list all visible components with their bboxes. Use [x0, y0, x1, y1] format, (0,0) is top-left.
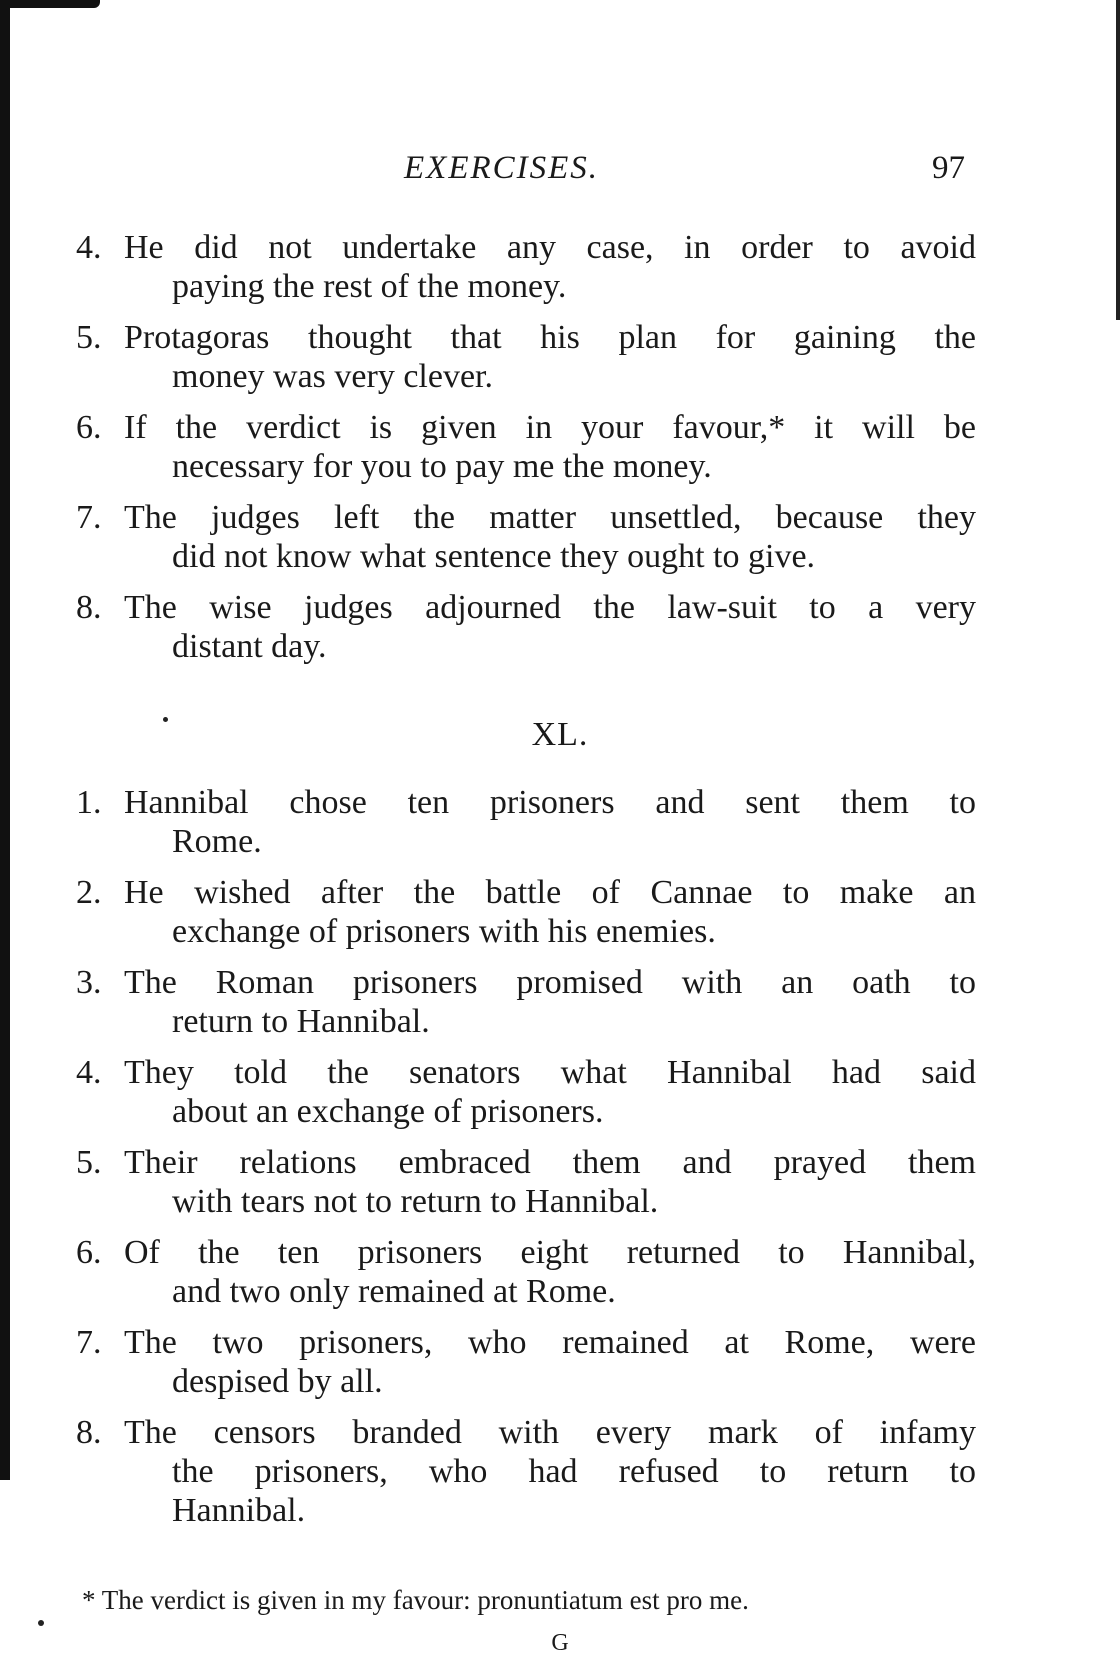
- exercise-line: about an exchange of prisoners.: [172, 1093, 604, 1130]
- exercise-line: Protagoras thought that his plan for gaining the: [124, 319, 976, 356]
- exercise-line: The wise judges adjourned the law-suit to a very: [124, 589, 976, 626]
- exercise-item: [76, 408, 976, 486]
- running-header: [0, 150, 1120, 190]
- exercise-line: Of the ten prisoners eight returned to Hannibal,: [124, 1234, 976, 1271]
- exercise-list-continued: [76, 228, 976, 678]
- ink-speck: [38, 1620, 44, 1626]
- scan-edge-top: [0, 0, 100, 8]
- exercise-item: [76, 783, 976, 861]
- exercise-line: He wished after the battle of Cannae to make an: [124, 874, 976, 911]
- section-heading: [0, 716, 1120, 754]
- exercise-line: money was very clever.: [172, 358, 493, 395]
- exercise-line: distant day.: [172, 628, 327, 665]
- exercise-line: The judges left the matter unsettled, because they: [124, 499, 976, 536]
- exercise-item: [76, 1143, 976, 1221]
- exercise-number: 5.: [76, 1144, 102, 1181]
- exercise-item: [76, 1053, 976, 1131]
- exercise-line: The two prisoners, who remained at Rome, were: [124, 1324, 976, 1361]
- exercise-line: The censors branded with every mark of infamy: [124, 1414, 976, 1451]
- exercise-item: [76, 963, 976, 1041]
- exercise-line: Hannibal chose ten prisoners and sent them to: [124, 784, 976, 821]
- exercise-item: [76, 318, 976, 396]
- exercise-number: 6.: [76, 1234, 102, 1271]
- exercise-item: [76, 588, 976, 666]
- exercise-line: Rome.: [172, 823, 262, 860]
- exercise-line: return to Hannibal.: [172, 1003, 430, 1040]
- exercise-number: 4.: [76, 229, 102, 266]
- exercise-line: and two only remained at Rome.: [172, 1273, 616, 1310]
- exercise-line: The Roman prisoners promised with an oath to: [124, 964, 976, 1001]
- exercise-number: 1.: [76, 784, 102, 821]
- exercise-number: 3.: [76, 964, 102, 1001]
- exercise-item: [76, 1413, 976, 1530]
- page-number: 97: [932, 150, 965, 186]
- exercise-number: 7.: [76, 499, 102, 536]
- exercise-item: [76, 1233, 976, 1311]
- exercise-list-section-xl: [76, 783, 976, 1542]
- exercise-number: 4.: [76, 1054, 102, 1091]
- exercise-line: If the verdict is given in your favour,* it will be: [124, 409, 976, 446]
- exercise-line: paying the rest of the money.: [172, 268, 567, 305]
- exercise-line: necessary for you to pay me the money.: [172, 448, 712, 485]
- exercise-item: [76, 873, 976, 951]
- exercise-item: [76, 1323, 976, 1401]
- exercise-line: They told the senators what Hannibal had said: [124, 1054, 976, 1091]
- exercise-line: despised by all.: [172, 1363, 383, 1400]
- footnote: * The verdict is given in my favour: pronuntiatum est pro me.: [82, 1585, 749, 1615]
- exercise-item: [76, 228, 976, 306]
- exercise-line: the prisoners, who had refused to return to: [172, 1453, 976, 1490]
- signature-mark: G: [551, 1630, 569, 1656]
- exercise-number: 8.: [76, 589, 102, 626]
- exercise-line: Their relations embraced them and prayed them: [124, 1144, 976, 1181]
- exercise-number: 6.: [76, 409, 102, 446]
- exercise-line: Hannibal.: [172, 1492, 306, 1529]
- header-title: EXERCISES.: [404, 150, 600, 186]
- exercise-item: [76, 498, 976, 576]
- exercise-number: 5.: [76, 319, 102, 356]
- section-title-text: XL.: [531, 716, 589, 753]
- exercise-line: exchange of prisoners with his enemies.: [172, 913, 716, 950]
- exercise-number: 2.: [76, 874, 102, 911]
- exercise-number: 7.: [76, 1324, 102, 1361]
- exercise-line: He did not undertake any case, in order to avoid: [124, 229, 976, 266]
- exercise-line: did not know what sentence they ought to give.: [172, 538, 816, 575]
- exercise-line: with tears not to return to Hannibal.: [172, 1183, 659, 1220]
- exercise-number: 8.: [76, 1414, 102, 1451]
